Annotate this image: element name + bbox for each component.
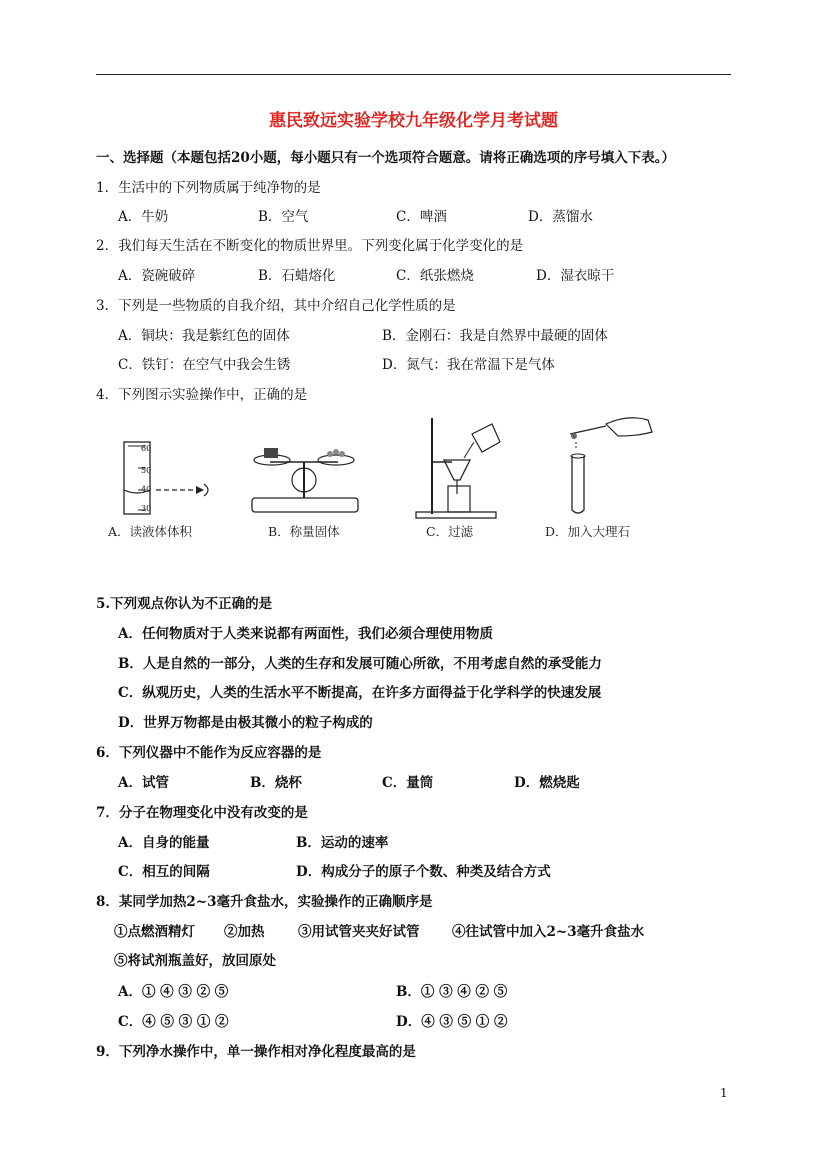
q2-option-a: A．瓷碗破碎 [118, 268, 196, 284]
q5-option-a: A．任何物质对于人类来说都有两面性，我们必须合理使用物质 [118, 626, 493, 642]
q5-option-c: C．纵观历史，人类的生活水平不断提高，在许多方面得益于化学科学的快速发展 [118, 685, 602, 701]
q8-step-4: ④往试管中加入2~3毫升食盐水 [452, 924, 645, 940]
question-5-stem: 5.下列观点你认为不正确的是 [96, 596, 273, 612]
scale-label-30: 30 [141, 504, 152, 513]
add-marble-figure [548, 412, 668, 518]
q6-option-d: D．燃烧匙 [514, 775, 580, 791]
question-4-stem: 4．下列图示实验操作中，正确的是 [96, 387, 308, 403]
question-2-stem: 2．我们每天生活在不断变化的物质世界里。下列变化属于化学变化的是 [96, 238, 524, 254]
question-6-stem: 6．下列仪器中不能作为反应容器的是 [96, 745, 322, 761]
q7-option-d: D．构成分子的原子个数、种类及结合方式 [296, 864, 551, 880]
filtration-figure [408, 414, 518, 520]
q3-option-b: B．金刚石：我是自然界中最硬的固体 [382, 328, 608, 344]
q8-option-b: B．① ③ ④ ② ⑤ [396, 984, 508, 1000]
q6-option-b: B．烧杯 [250, 775, 302, 791]
q8-step-1: ①点燃酒精灯 [114, 924, 195, 940]
q6-option-c: C．量筒 [382, 775, 434, 791]
q8-step-2: ②加热 [224, 924, 265, 940]
page-title: 惠民致远实验学校九年级化学月考试题 [269, 111, 558, 131]
q5-option-d: D．世界万物都是由极其微小的粒子构成的 [118, 715, 373, 731]
question-9-stem: 9．下列净水操作中，单一操作相对净化程度最高的是 [96, 1044, 416, 1060]
scale-label-50: 50 [141, 466, 152, 475]
scale-label-60: 60 [141, 444, 152, 453]
q8-step-5: ⑤将试剂瓶盖好，放回原处 [114, 953, 276, 969]
q2-option-d: D．湿衣晾干 [536, 268, 615, 284]
figure-a-caption: A．读液体体积 [108, 524, 193, 539]
q1-option-d: D．蒸馏水 [528, 209, 593, 225]
q8-option-c: C．④ ⑤ ③ ① ② [118, 1014, 229, 1030]
experiment-figures [108, 410, 668, 545]
q1-option-a: A．牛奶 [118, 209, 169, 225]
q7-option-a: A．自身的能量 [118, 835, 210, 851]
q3-option-d: D．氮气：我在常温下是气体 [382, 357, 555, 373]
q3-option-c: C．铁钉：在空气中我会生锈 [118, 357, 291, 373]
question-8-stem: 8．某同学加热2~3毫升食盐水，实验操作的正确顺序是 [96, 894, 433, 910]
q7-option-c: C．相互的间隔 [118, 864, 210, 880]
page-number: 1 [720, 1086, 728, 1100]
figure-c-caption: C．过滤 [426, 524, 474, 539]
balance-figure [246, 438, 366, 518]
header-rule [96, 74, 731, 75]
q2-option-b: B．石蜡熔化 [258, 268, 336, 284]
q8-option-d: D．④ ③ ⑤ ① ② [396, 1014, 508, 1030]
q8-option-a: A．① ④ ③ ② ⑤ [118, 984, 229, 1000]
figure-b-caption: B．称量固体 [268, 524, 340, 539]
scale-label-40: 40 [141, 485, 152, 494]
q1-option-c: C．啤酒 [396, 209, 447, 225]
q7-option-b: B．运动的速率 [296, 835, 389, 851]
question-3-stem: 3．下列是一些物质的自我介绍，其中介绍自己化学性质的是 [96, 298, 456, 314]
q8-step-3: ③用试管夹夹好试管 [298, 924, 420, 940]
q1-option-b: B．空气 [258, 209, 309, 225]
q3-option-a: A．铜块：我是紫红色的固体 [118, 328, 290, 344]
question-1-stem: 1．生活中的下列物质属于纯净物的是 [96, 180, 321, 196]
q6-option-a: A．试管 [118, 775, 169, 791]
q5-option-b: B．人是自然的一部分，人类的生存和发展可随心所欲，不用考虑自然的承受能力 [118, 656, 602, 672]
question-7-stem: 7．分子在物理变化中没有改变的是 [96, 805, 308, 821]
q2-option-c: C．纸张燃烧 [396, 268, 474, 284]
section-heading: 一、选择题（本题包括20小题，每小题只有一个选项符合题意。请将正确选项的序号填入下表。） [96, 150, 676, 166]
cylinder-reading-figure [108, 410, 228, 522]
figure-d-caption: D．加入大理石 [545, 524, 631, 539]
